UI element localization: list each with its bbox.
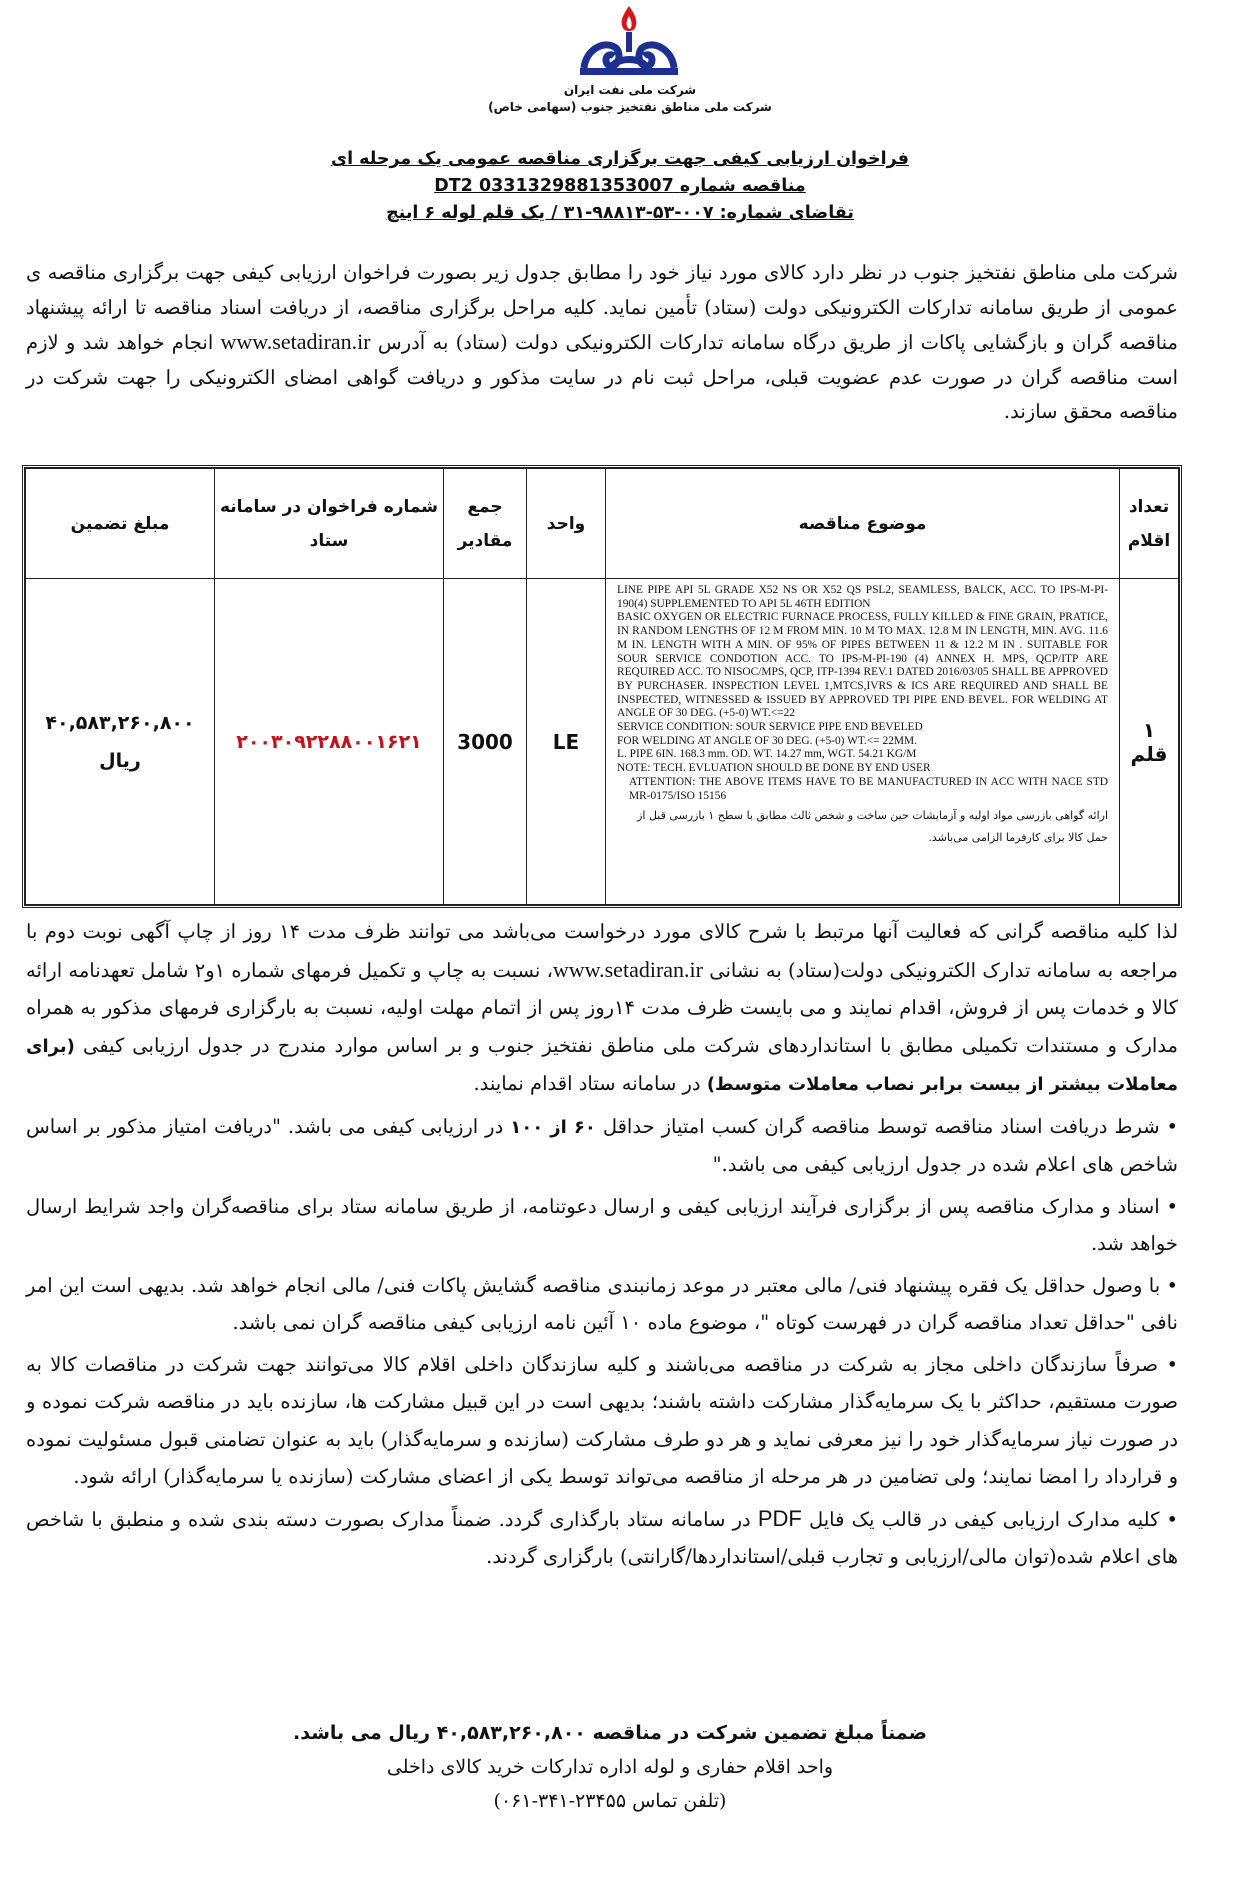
organization-name [440, 82, 820, 116]
paragraph-documents: • اسناد و مدارک مناقصه پس از برگزاری فرآیند ارزیابی کیفی و ارسال دعوتنامه، از طریق سامانه ستاد برای مناقصه‌گران واجد شرایط ارسال خواهد شد. [26, 1194, 1178, 1255]
unit-name: واحد اقلام حفاری و لوله اداره تدارکات خرید کالای داخلی [386, 1756, 834, 1778]
cell-unit: LE [527, 579, 606, 905]
guarantee-amount: ۴۰,۵۸۳,۲۶۰,۸۰۰ [45, 711, 195, 734]
desc-line: L. PIPE 6IN. 168.3 mm. OD. WT. 14.27 mm, WGT. 54.21 KG/M [617, 748, 917, 761]
cell-total: 3000 [444, 579, 527, 905]
desc-line: FOR WELDING AT ANGLE OF 30 DEG. (+5-0) WT.<= 22MM. [617, 734, 918, 747]
bold-threshold-note: (برای معاملات بیشتر از بیست برابر نصاب معاملات متوسط) [26, 1035, 1178, 1095]
table-row [26, 579, 1179, 905]
org-line-1: شرکت ملی نفت ایران [563, 83, 697, 97]
conditions-body [26, 913, 1178, 1576]
paragraph-score: • شرط دریافت اسناد مناقصه توسط مناقصه گران کسب امتیاز حداقل ۶۰ از ۱۰۰ در ارزیابی کیفی می باشد. "دریافت امتیاز مذکور بر اساس شاخص های اعلام شده در جدول ارزیابی کیفی می باشد." [26, 1114, 1179, 1176]
header-count: تعداد اقلام [1120, 469, 1179, 579]
desc-line: BASIC OXYGEN OR ELECTRIC FURNACE PROCESS, FULLY KILLED & FINE GRAIN, PRATICE, IN RANDOM LENGTHS OF 12 M FROM MIN. 10 M TO MAX. 12.8 M IN LENGTH, MIN. AVG. 11.6 M IN. LENGTH WITH A MIN. OF 95% OF PIPES BETWEEN 11 & 12.2 M IN . SUITABLE FOR SOUR SERVICE CONDOTION ACC. TO IPS-M-PI-190 (4) ANNEX H. MPS, QCP/ITP ARE REQUIRED ACC. TO NISOC/MPS, QCP, ITP-1394 REV.1 DATED 2016/03/05 SHALL BE APPROVED BY PURCHASER. INSPECTION LEVEL 1,MTCS,IVRS & ICS ARE REQUIRED AND SHALL BE INSPECTED, WITNESSED & ISSUED BY APPROVED TPI PIPE END BEVEL. FOR WELDING AT ANGLE OF 30 DEG. (+5-0) WT.<=22 [617, 611, 1108, 720]
desc-inspection-note: ارائه گواهی بازرسی مواد اولیه و آزمایشات حین ساخت و شخص ثالث مطابق با سطح ۱ بازرسی قبل از حمل کالا برای کارفرما الزامی می‌باشد. [637, 809, 1108, 845]
intro-text-2: انجام خواهد شد و لازم است مناقصه گران در صورت عدم عضویت قبلی، مراحل ثبت نام در سایت مذکور و دریافت گواهی امضای الکترونیکی را جهت شرکت در مناقصه محقق سازند. [26, 331, 1178, 423]
tender-number: مناقصه شماره DT2 0331329881353007 [434, 176, 806, 196]
desc-line: NOTE: TECH. EVLUATION SHOULD BE DONE BY END USER [617, 762, 931, 775]
request-number: تقاضای شماره: ۰۰۷-۵۳-۹۸۸۱۳-۳۱ / یک قلم لوله ۶ اینچ [386, 203, 854, 223]
intro-text-1: شرکت ملی مناطق نفتخیز جنوب در نظر دارد کالای مورد نیاز خود را مطابق جدول زیر بصورت فراخوان ارزیابی کیفی جهت برگزاری مناقصه ی عمومی از طریق سامانه تدارکات الکترونیکی دولت (ستاد) تأمین نماید. کلیه مراحل برگزاری مناقصه، از دریافت اسناد مناقصه تا ارائه پیشنهاد مناقصه گران و بازگشایی پاکات از طریق درگاه سامانه تدارکات الکترونیکی دولت (ستاد) به آدرس [26, 261, 1178, 354]
paragraph-upload: • کلیه مدارک ارزیابی کیفی در قالب یک فایل PDF در سامانه ستاد بارگذاری گردد. ضمناً مدارک بصورت دسته بندی شده و منطبق با شاخص های اعلام شده(توان مالی/ارزیابی و تجارب قبلی/استانداردها/گارانتی) بارگزاری گردند. [26, 1505, 1178, 1568]
guarantee-summary: ضمناً مبلغ تضمین شرکت در مناقصه ۴۰,۵۸۳,۲۶۰,۸۰۰ ریال می باشد. [293, 1722, 927, 1744]
desc-line: SERVICE CONDITION: SOUR SERVICE PIPE END BEVELED [617, 721, 923, 734]
cell-call-number: ۲۰۰۳۰۹۲۲۸۸۰۰۱۶۲۱ [215, 579, 444, 905]
paragraph-manufacturers: • صرفاً سازندگان داخلی مجاز به شرکت در مناقصه می‌باشند و کلیه سازندگان داخلی اقلام کالا می‌توانند جهت شرکت در مناقصات کالا به صورت مستقیم، حداکثر با یک سرمایه‌گذار مشارکت داشته باشند؛ بدیهی است در این قبیل مشارکت ها، سازنده باید در مناقصه شرکت نموده و در صورت نیاز سرمایه‌گذار خود را نیز معرفی نماید و هر دو طرف مشارکت (سازنده و سرمایه‌گذار) باید به عنوان تضامنی قبول مسئولیت نموده و قرارداد را امضا نمایند؛ ولی تضامین در هر مرحله از مناقصه می‌تواند توسط یکی از اعضای مشارکت (سازنده یا سرمایه‌گذار) ارائه شود. [26, 1352, 1178, 1488]
org-line-2: شرکت ملی مناطق نفتخیز جنوب (سهامی خاص) [488, 100, 772, 114]
footer [240, 1716, 980, 1818]
desc-attention: ATTENTION: THE ABOVE ITEMS HAVE TO BE MANUFACTURED IN ACC WITH NACE STD MR-0175/ISO 15156 [629, 775, 1108, 802]
paragraph-opening: • با وصول حداقل یک فقره پیشنهاد فنی/ مالی معتبر در موعد زمانبندی مناقصه گشایش پاکات فنی/ مالی انجام خواهد شد. بدیهی است این امر نافی "حداقل تعداد مناقصه گران در فهرست کوتاه "، موضوع ماده ۱۰ آئین نامه ارزیابی کیفی مناقصه گران نمی باشد. [26, 1273, 1178, 1334]
header-subject: موضوع مناقصه [606, 469, 1120, 579]
title-block [260, 146, 980, 227]
page-title: فراخوان ارزیابی کیفی جهت برگزاری مناقصه عمومی یک مرحله ای [331, 149, 909, 169]
cell-subject [606, 579, 1120, 905]
nioc-logo-icon [570, 4, 688, 80]
intro-paragraph [26, 256, 1178, 430]
table-header-row [26, 469, 1179, 579]
header-guarantee: مبلغ تضمین [26, 469, 215, 579]
min-score: ۶۰ از ۱۰۰ [510, 1116, 596, 1138]
guarantee-currency: ریال [99, 749, 141, 772]
contact-phone: (تلفن تماس ۲۳۴۵۵-۳۴۱-۰۶۱) [493, 1790, 727, 1812]
cell-guarantee [26, 579, 215, 905]
cell-count: ۱ قلم [1120, 579, 1179, 905]
setad-link[interactable]: www.setadiran.ir [552, 956, 703, 982]
setad-link[interactable]: www.setadiran.ir [220, 329, 371, 354]
header-call-number: شماره فراخوان در سامانه ستاد [215, 469, 444, 579]
desc-line: LINE PIPE API 5L GRADE X52 NS OR X52 QS PSL2, SEAMLESS, BALCK, ACC. TO IPS-M-PI-190(4) SUPPLEMENTED TO API 5L 46TH EDITION [617, 584, 1108, 610]
item-description [607, 580, 1118, 851]
pdf-label: PDF [757, 1505, 802, 1531]
paragraph-main: لذا کلیه مناقصه گرانی که فعالیت آنها مرتبط با شرح کالای مورد درخواست می‌باشد می توانند ظرف مدت ۱۴ روز از چاپ آگهی نوبت دوم با مراجعه به سامانه تدارک الکترونیکی دولت(ستاد) به نشانی www.setadiran.ir، نسبت به چاپ و تکمیل فرمهای شماره ۱و۲ شامل تعهدنامه ارائه کالا و خدمات پس از فروش، اقدام نمایند و می بایست ظرف مدت ۱۴روز پس از اتمام مهلت اولیه، نسبت به بارگزاری فرمهای مذکور به همراه مدارک و مستندات تکمیلی مطابق با استانداردهای شرکت ملی مناطق نفتخیز جنوب و بر اساس موارد مندرج در جدول ارزیابی کیفی (برای معاملات بیشتر از بیست برابر نصاب معاملات متوسط) در سامانه ستاد اقدام نمایند. [26, 920, 1179, 1095]
header-total: جمع مقادیر [444, 469, 527, 579]
tender-table [22, 465, 1182, 908]
header-unit: واحد [527, 469, 606, 579]
